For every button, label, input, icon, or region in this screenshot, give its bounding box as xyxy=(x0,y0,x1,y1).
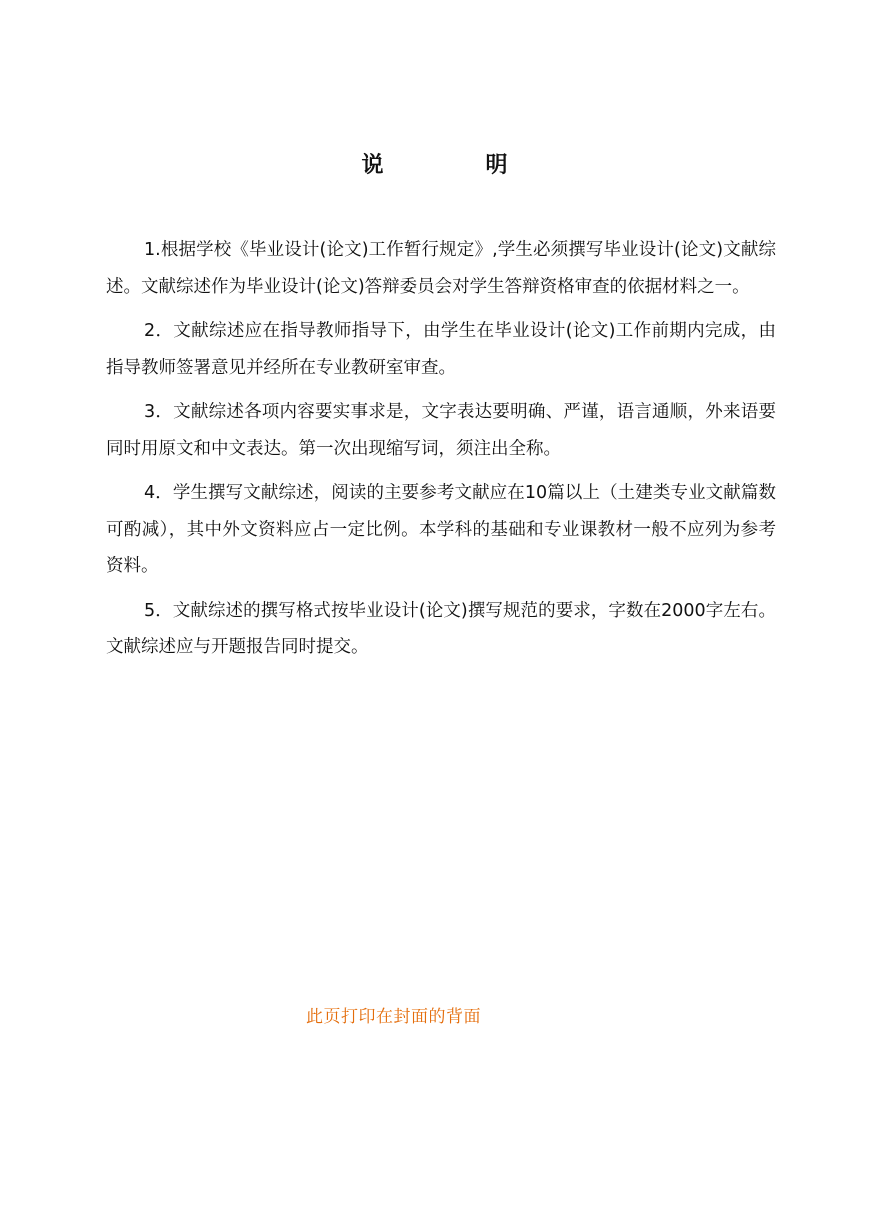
paragraph-3: 3．文献综述各项内容要实事求是，文字表达要明确、严谨，语言通顺，外来语要同时用原文和中文表达。第一次出现缩写词，须注出全称。 xyxy=(106,402,776,459)
paragraph-2: 2．文献综述应在指导教师指导下，由学生在毕业设计(论文)工作前期内完成，由指导教师签署意见并经所在专业教研室审查。 xyxy=(106,321,776,378)
page-title: 说 明 xyxy=(361,153,548,178)
paragraph-1: 1.根据学校《毕业设计(论文)工作暂行规定》,学生必须撰写毕业设计(论文)文献综述。文献综述作为毕业设计(论文)答辩委员会对学生答辩资格审查的依据材料之一。 xyxy=(106,240,776,297)
paragraph-4: 4．学生撰写文献综述，阅读的主要参考文献应在10篇以上（土建类专业文献篇数可酌减），其中外文资料应占一定比例。本学科的基础和专业课教材一般不应列为参考资料。 xyxy=(106,483,776,576)
paragraph-5: 5．文献综述的撰写格式按毕业设计(论文)撰写规范的要求，字数在2000字左右。文献综述应与开题报告同时提交。 xyxy=(106,600,776,657)
print-note: 此页打印在封面的背面 xyxy=(306,1007,481,1027)
instructions-body xyxy=(106,232,776,674)
